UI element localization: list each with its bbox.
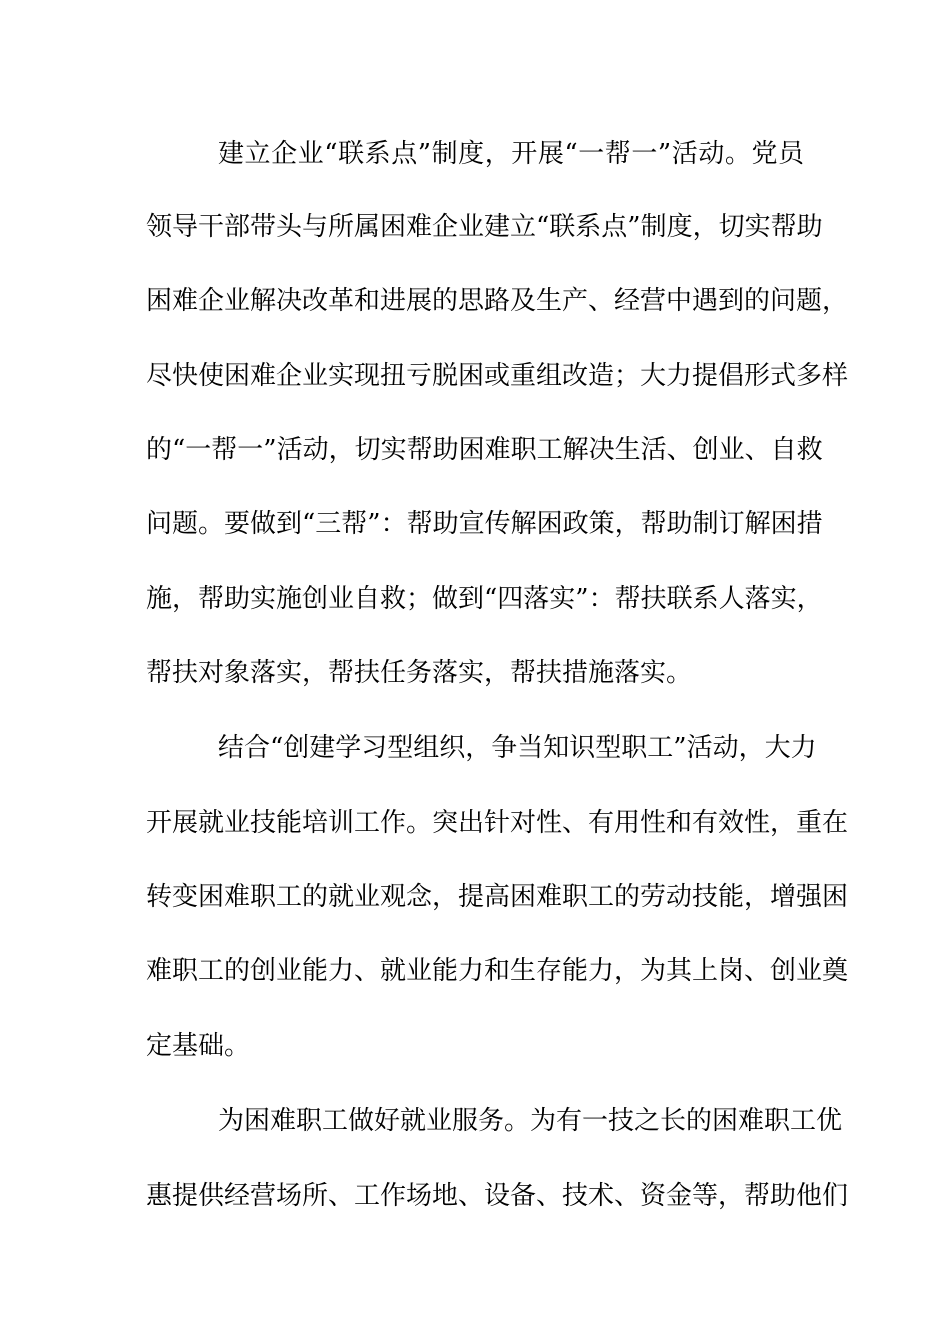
paragraph-line: 领导干部带头与所属困难企业建立“联系点”制度，切实帮助 xyxy=(146,212,823,242)
paragraph-line: 帮扶对象落实，帮扶任务落实，帮扶措施落实。 xyxy=(146,658,693,688)
paragraph-line: 为困难职工做好就业服务。为有一技之长的困难职工优 xyxy=(218,1106,843,1136)
paragraph-line: 难职工的创业能力、就业能力和生存能力，为其上岗、创业奠 xyxy=(146,956,849,986)
paragraph-line: 建立企业“联系点”制度，开展“一帮一”活动。党员 xyxy=(218,139,804,169)
paragraph-line: 开展就业技能培训工作。突出针对性、有用性和有效性，重在 xyxy=(146,808,849,838)
paragraph-line: 转变困难职工的就业观念，提高困难职工的劳动技能，增强困 xyxy=(146,882,849,912)
paragraph-line: 结合“创建学习型组织，争当知识型职工”活动，大力 xyxy=(218,733,817,763)
paragraph-line: 定基础。 xyxy=(146,1031,251,1061)
paragraph-line: 尽快使困难企业实现扭亏脱困或重组改造；大力提倡形式多样 xyxy=(146,361,849,391)
paragraph-line: 的“一帮一”活动，切实帮助困难职工解决生活、创业、自救 xyxy=(146,435,823,465)
paragraph-line: 惠提供经营场所、工作场地、设备、技术、资金等，帮助他们 xyxy=(146,1181,849,1211)
paragraph-line: 问题。要做到“三帮”：帮助宣传解困政策，帮助制订解困措 xyxy=(146,509,823,539)
paragraph-line: 施，帮助实施创业自救；做到“四落实”：帮扶联系人落实， xyxy=(146,584,823,614)
paragraph-line: 困难企业解决改革和进展的思路及生产、经营中遇到的问题， xyxy=(146,286,849,316)
